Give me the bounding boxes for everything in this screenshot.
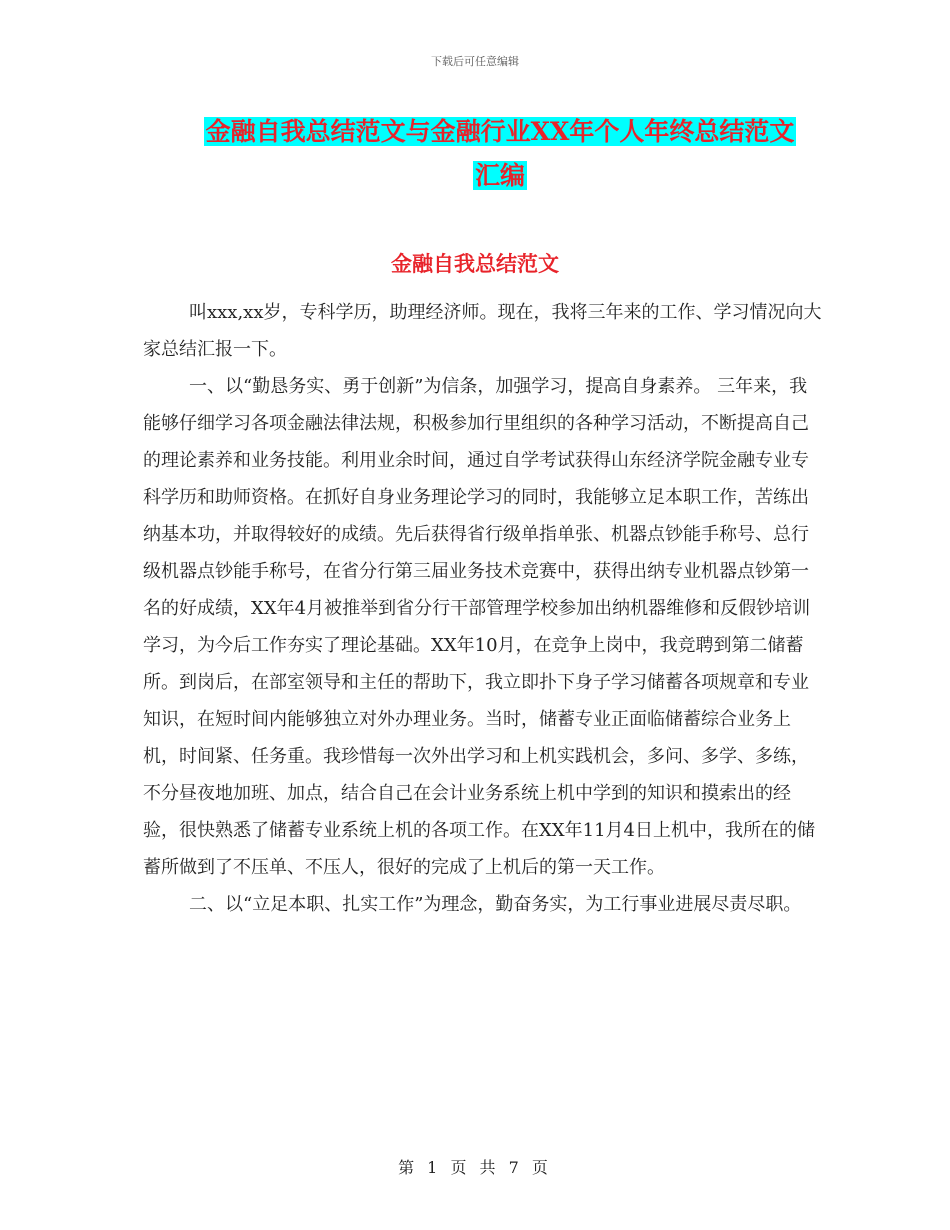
title-line-2: 汇编 <box>474 161 525 190</box>
page-footer: 第 1 页 共 7 页 <box>398 1158 552 1177</box>
paragraph-intro: 叫xxx,xx岁，专科学历，助理经济师。现在，我将三年来的工作、学习情况向大家总结汇报一下。 <box>143 302 822 360</box>
document-title <box>180 110 820 198</box>
page-header-note: 下载后可任意编辑 <box>431 55 519 68</box>
title-line-1: 金融自我总结范文与金融行业XX年个人年终总结范文 <box>205 117 795 146</box>
paragraph-section-1: 一、以“勤恳务实、勇于创新”为信条，加强学习，提高自身素养。 三年来，我能够仔细学习各项金融法律法规，积极参加行里组织的各种学习活动，不断提高自己的理论素养和业务技能。利用业余时间，通过自学考试获得山东经济学院金融专业专科学历和助师资格。在抓好自身业务理论学习的同时，我能够立足本职工作，苦练出纳基本功，并取得较好的成绩。先后获得省行级单指单张、机器点钞能手称号、总行级机器点钞能手称号，在省分行第三届业务技术竞赛中，获得出纳专业机器点钞第一名的好成绩，XX年4月被推举到省分行干部管理学校参加出纳机器维修和反假钞培训学习，为今后工作夯实了理论基础。XX年10月，在竞争上岗中，我竞聘到第二储蓄所。到岗后，在部室领导和主任的帮助下，我立即扑下身子学习储蓄各项规章和专业知识，在短时间内能够独立对外办理业务。当时，储蓄专业正面临储蓄综合业务上机，时间紧、任务重。我珍惜每一次外出学习和上机实践机会，多问、多学、多练，不分昼夜地加班、加点，结合自己在会计业务系统上机中学到的知识和摸索出的经验，很快熟悉了储蓄专业系统上机的各项工作。在XX年11月4日上机中，我所在的储蓄所做到了不压单、不压人，很好的完成了上机后的第一天工作。 <box>143 376 815 878</box>
document-body <box>143 294 823 923</box>
section-subtitle: 金融自我总结范文 <box>391 251 559 276</box>
paragraph-section-2: 二、以“立足本职、扎实工作”为理念，勤奋务实，为工行事业进展尽责尽职。 <box>189 894 802 915</box>
